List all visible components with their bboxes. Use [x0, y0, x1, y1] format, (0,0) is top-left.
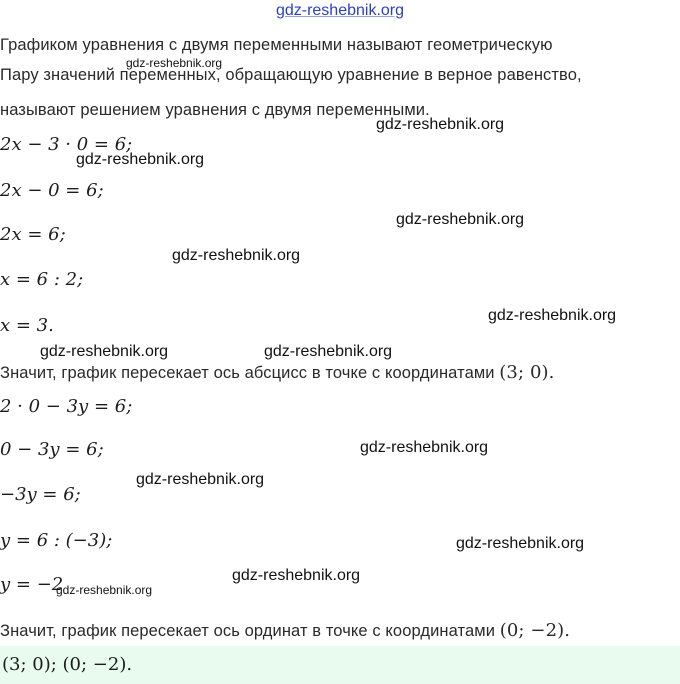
watermark: gdz-reshebnik.org [172, 247, 301, 264]
watermark: gdz-reshebnik.org [40, 343, 169, 360]
watermark: gdz-reshebnik.org [56, 583, 153, 597]
conclusion-y-point: (0; −2). [499, 620, 571, 641]
watermark: gdz-reshebnik.org [488, 307, 617, 324]
conclusion-y-text: Значит, график пересекает ось ординат в точке с координатами [0, 622, 496, 640]
equation-step: y = −2 [0, 574, 64, 595]
answer-text: (3; 0); (0; −2). [2, 654, 133, 675]
watermark: gdz-reshebnik.org [136, 471, 265, 488]
equation-step: 2x − 3 · 0 = 6; [0, 134, 133, 155]
equation-step: x = 6 : 2; [0, 269, 84, 290]
watermark: gdz-reshebnik.org [396, 211, 525, 228]
watermark: gdz-reshebnik.org [376, 116, 505, 133]
conclusion-x-axis [0, 362, 554, 383]
equation-step: −3y = 6; [0, 484, 81, 505]
watermark: gdz-reshebnik.org [456, 535, 585, 552]
watermark: gdz-reshebnik.org [264, 343, 393, 360]
watermark: gdz-reshebnik.org [126, 56, 223, 70]
equation-step: 2 · 0 − 3y = 6; [0, 396, 133, 417]
conclusion-x-text: Значит, график пересекает ось абсцисс в точке с координатами [0, 364, 495, 382]
conclusion-y-axis [0, 620, 570, 641]
equation-step: 2x = 6; [0, 224, 66, 245]
equation-step: x = 3. [0, 315, 54, 336]
conclusion-x-point: (3; 0). [499, 362, 555, 383]
paragraph-definition-solution: Пару значений переменных, обращающую уравнение в верное равенство, [0, 66, 582, 84]
site-header-link[interactable]: gdz-reshebnik.org [275, 2, 405, 19]
equation-step: 2x − 0 = 6; [0, 180, 104, 201]
watermark: gdz-reshebnik.org [232, 567, 361, 584]
watermark: gdz-reshebnik.org [76, 151, 205, 168]
equation-step: y = 6 : (−3); [0, 530, 113, 551]
watermark: gdz-reshebnik.org [360, 439, 489, 456]
equation-step: 0 − 3y = 6; [0, 439, 104, 460]
paragraph-definition-solution-cont: называют решением уравнения с двумя переменными. [0, 101, 430, 119]
paragraph-definition-graph: Графиком уравнения с двумя переменными называют геометрическую [0, 36, 553, 54]
